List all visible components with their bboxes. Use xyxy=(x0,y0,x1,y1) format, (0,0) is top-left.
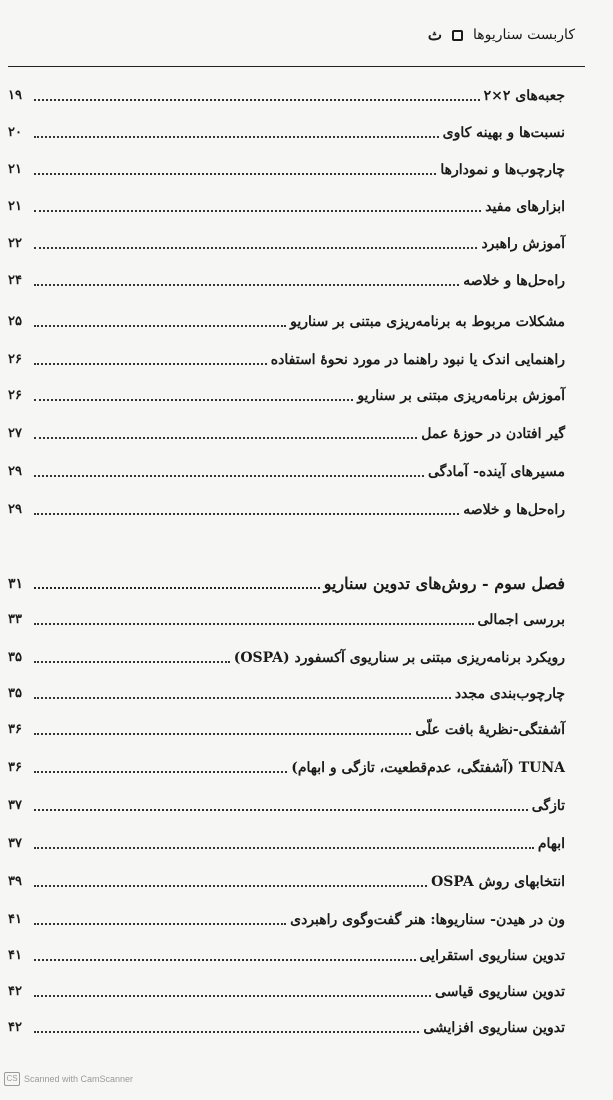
toc-entry-page: ۲۶ xyxy=(8,352,22,367)
dot-leader xyxy=(34,959,416,961)
toc-entry-title: ابهام xyxy=(537,836,565,852)
toc-entry xyxy=(8,826,565,854)
toc-entry xyxy=(8,342,565,370)
dot-leader xyxy=(34,513,459,515)
toc-entry-title: TUNA (آشفتگی، عدم‌قطعیت، تازگی و ابهام) xyxy=(291,760,565,776)
toc-entry-page: ۴۱ xyxy=(8,912,22,927)
dot-leader xyxy=(34,99,480,101)
toc-entry xyxy=(8,602,565,630)
toc-entry-title: رویکرد برنامه‌ریزی مبتنی بر سناریوی آکسفورد (OSPA) xyxy=(233,650,565,666)
dot-leader xyxy=(34,363,267,365)
watermark-text: Scanned with CamScanner xyxy=(24,1074,134,1084)
toc-entry-title: گیر افتادن در حوزهٔ عمل xyxy=(421,426,565,442)
toc-entry xyxy=(8,454,565,482)
dot-leader xyxy=(34,733,411,735)
toc-entry xyxy=(8,640,565,668)
toc-entry-page: ۳۶ xyxy=(8,760,22,775)
dot-leader xyxy=(34,697,451,699)
toc-entry xyxy=(8,115,565,143)
toc-entry xyxy=(8,152,565,180)
dot-leader xyxy=(34,771,287,773)
toc-entry-page: ۲۲ xyxy=(8,236,22,251)
toc-entry-title: راهنمایی اندک یا نبود راهنما در مورد نحوهٔ استفاده xyxy=(270,352,565,368)
book-title: کاربست سناریوها xyxy=(472,27,575,43)
toc-entry xyxy=(8,974,565,1002)
scanner-watermark xyxy=(4,1072,133,1086)
toc-entry-title: تازگی xyxy=(531,798,565,814)
dot-leader xyxy=(34,399,353,401)
toc-entry-page: ۴۲ xyxy=(8,1020,22,1035)
page-number-letter: ث xyxy=(427,26,442,44)
toc-entry xyxy=(8,263,565,291)
toc-entry-title: تدوین سناریوی افزایشی xyxy=(423,1020,565,1036)
toc-entry-title: ابزارهای مفید xyxy=(485,199,565,215)
toc-entry xyxy=(8,788,565,816)
chapter-page: ۳۱ xyxy=(8,576,24,592)
dot-leader xyxy=(34,173,436,175)
dot-leader xyxy=(34,437,417,439)
toc-entry-page: ۳۷ xyxy=(8,798,22,813)
running-header xyxy=(428,22,575,48)
toc-entry xyxy=(8,750,565,778)
dot-leader xyxy=(34,247,477,249)
toc-entry xyxy=(8,676,565,704)
dot-leader xyxy=(34,923,286,925)
dot-leader xyxy=(34,587,320,589)
toc-entry-page: ۱۹ xyxy=(8,88,22,103)
toc-entry xyxy=(8,416,565,444)
toc-entry-title: تدوین سناریوی استقرایی xyxy=(419,948,565,964)
toc-entry xyxy=(8,902,565,930)
square-ornament-icon xyxy=(452,30,463,41)
dot-leader xyxy=(34,284,459,286)
toc-entry-title: آموزش برنامه‌ریزی مبتنی بر سناریو xyxy=(357,388,565,404)
toc-entry-page: ۴۱ xyxy=(8,948,22,963)
toc-entry-title: تدوین سناریوی قیاسی xyxy=(435,984,565,1000)
toc-entry-page: ۳۳ xyxy=(8,612,22,627)
toc-entry-title: آشفتگی-نظریهٔ بافت علّی xyxy=(415,722,565,738)
toc-entry xyxy=(8,226,565,254)
toc-entry-page: ۲۹ xyxy=(8,464,22,479)
dot-leader xyxy=(34,995,431,997)
toc-entry-page: ۲۹ xyxy=(8,502,22,517)
toc-entry xyxy=(8,78,565,106)
toc-entry-title: مسیرهای آینده- آمادگی xyxy=(427,464,565,480)
toc-entry-page: ۲۵ xyxy=(8,314,22,329)
toc-entry xyxy=(8,712,565,740)
toc-entry-page: ۳۷ xyxy=(8,836,22,851)
toc-entry-title: مشکلات مربوط به برنامه‌ریزی مبتنی بر سناریو xyxy=(290,314,565,330)
dot-leader xyxy=(34,210,481,212)
dot-leader xyxy=(34,847,534,849)
toc-entry-title: آموزش راهبرد xyxy=(481,236,565,252)
toc-entry-page: ۲۶ xyxy=(8,388,22,403)
dot-leader xyxy=(34,809,528,811)
toc-entry xyxy=(8,304,565,332)
toc-entry-page: ۲۱ xyxy=(8,199,22,214)
toc-entry-title: چارچوب‌بندی مجدد xyxy=(454,686,565,702)
toc-entry-page: ۴۲ xyxy=(8,984,22,999)
toc-entry xyxy=(8,492,565,520)
toc-entry-title: چارچوب‌ها و نمودارها xyxy=(440,162,565,178)
toc-entry-title: جعبه‌های ۲×۲ xyxy=(483,88,565,104)
toc-entry-title: راه‌حل‌ها و خلاصه xyxy=(463,502,565,518)
toc-entry-page: ۲۷ xyxy=(8,426,22,441)
toc-entry-title: بررسی اجمالی xyxy=(477,612,565,628)
dot-leader xyxy=(34,325,286,327)
toc-entry-page: ۳۵ xyxy=(8,650,22,665)
toc-entry-page: ۳۵ xyxy=(8,686,22,701)
toc-entry xyxy=(8,189,565,217)
dot-leader xyxy=(34,885,427,887)
chapter-heading xyxy=(8,566,565,594)
dot-leader xyxy=(34,661,230,663)
toc-entry-page: ۲۰ xyxy=(8,125,22,140)
toc-entry-title: انتخابهای روش OSPA xyxy=(431,874,565,890)
toc-entry-title: نسبت‌ها و بهینه کاوی xyxy=(442,125,565,141)
dot-leader xyxy=(34,623,474,625)
toc-entry xyxy=(8,378,565,406)
camscanner-logo-icon: CS xyxy=(4,1072,20,1086)
dot-leader xyxy=(34,136,439,138)
toc-entry xyxy=(8,1010,565,1038)
dot-leader xyxy=(34,1031,419,1033)
toc-entry-page: ۳۹ xyxy=(8,874,22,889)
toc-entry-title: راه‌حل‌ها و خلاصه xyxy=(463,273,565,289)
toc-entry-title: ون در هیدن- سناریوها: هنر گفت‌وگوی راهبردی xyxy=(290,912,565,928)
toc-entry-page: ۲۴ xyxy=(8,273,22,288)
toc-entry xyxy=(8,864,565,892)
chapter-title: فصل سوم - روش‌های تدوین سناریو xyxy=(323,574,565,593)
dot-leader xyxy=(34,475,424,477)
toc-entry-page: ۲۱ xyxy=(8,162,22,177)
toc-entry-page: ۳۶ xyxy=(8,722,22,737)
toc-entry xyxy=(8,938,565,966)
header-rule xyxy=(8,66,585,67)
